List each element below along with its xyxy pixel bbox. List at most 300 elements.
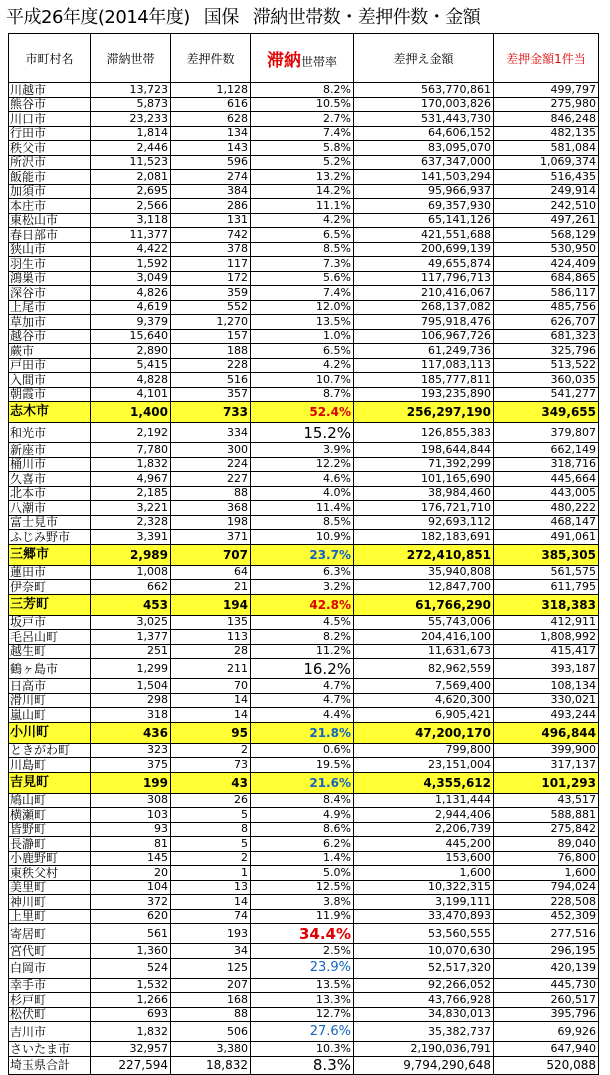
cell-municipality: 北本市 xyxy=(9,486,91,501)
cell-municipality: 鳩山町 xyxy=(9,793,91,808)
cell-delinquency-rate: 12.0% xyxy=(251,300,354,315)
cell-amount-per-case: 684,865 xyxy=(494,271,599,286)
cell-seizure-amount: 421,551,688 xyxy=(354,228,494,243)
cell-delinquency-rate: 10.9% xyxy=(251,530,354,545)
cell-delinquent-households: 15,640 xyxy=(91,329,171,344)
cell-seizure-count: 117 xyxy=(171,257,251,272)
cell-seizure-count: 207 xyxy=(171,978,251,993)
cell-seizure-count: 8 xyxy=(171,822,251,837)
cell-delinquency-rate: 11.9% xyxy=(251,909,354,924)
cell-amount-per-case: 482,135 xyxy=(494,126,599,141)
cell-municipality: 日高市 xyxy=(9,679,91,694)
cell-seizure-amount: 210,416,067 xyxy=(354,286,494,301)
table-row xyxy=(9,457,599,472)
cell-seizure-count: 1 xyxy=(171,866,251,881)
cell-amount-per-case: 491,061 xyxy=(494,530,599,545)
cell-municipality: 三芳町 xyxy=(9,594,91,615)
cell-delinquent-households: 3,049 xyxy=(91,271,171,286)
cell-amount-per-case: 485,756 xyxy=(494,300,599,315)
cell-delinquency-rate: 19.5% xyxy=(251,758,354,773)
cell-amount-per-case: 568,129 xyxy=(494,228,599,243)
cell-seizure-count: 1,128 xyxy=(171,83,251,98)
cell-seizure-count: 21 xyxy=(171,580,251,595)
cell-seizure-count: 34 xyxy=(171,944,251,959)
cell-seizure-amount: 35,382,737 xyxy=(354,1022,494,1042)
cell-delinquency-rate: 2.5% xyxy=(251,944,354,959)
cell-seizure-count: 134 xyxy=(171,126,251,141)
cell-delinquency-rate: 4.2% xyxy=(251,213,354,228)
cell-municipality: 上里町 xyxy=(9,909,91,924)
cell-delinquent-households: 103 xyxy=(91,808,171,823)
cell-seizure-amount: 33,470,893 xyxy=(354,909,494,924)
cell-seizure-count: 73 xyxy=(171,758,251,773)
cell-seizure-amount: 53,560,555 xyxy=(354,924,494,944)
cell-amount-per-case: 581,084 xyxy=(494,141,599,156)
cell-amount-per-case: 277,516 xyxy=(494,924,599,944)
table-row xyxy=(9,1022,599,1042)
cell-delinquent-households: 5,873 xyxy=(91,97,171,112)
cell-amount-per-case: 588,881 xyxy=(494,808,599,823)
cell-seizure-count: 131 xyxy=(171,213,251,228)
cell-seizure-amount: 71,392,299 xyxy=(354,457,494,472)
cell-municipality: 狭山市 xyxy=(9,242,91,257)
table-row xyxy=(9,112,599,127)
cell-seizure-amount: 563,770,861 xyxy=(354,83,494,98)
cell-municipality: 坂戸市 xyxy=(9,615,91,630)
table-row xyxy=(9,659,599,679)
cell-municipality: 朝霞市 xyxy=(9,387,91,402)
cell-seizure-count: 74 xyxy=(171,909,251,924)
cell-municipality: 皆野町 xyxy=(9,822,91,837)
cell-delinquency-rate: 7.4% xyxy=(251,286,354,301)
cell-seizure-count: 135 xyxy=(171,615,251,630)
cell-municipality: 長瀞町 xyxy=(9,837,91,852)
cell-seizure-amount: 92,693,112 xyxy=(354,515,494,530)
cell-delinquent-households: 1,299 xyxy=(91,659,171,679)
cell-seizure-count: 274 xyxy=(171,170,251,185)
cell-amount-per-case: 480,222 xyxy=(494,501,599,516)
cell-seizure-count: 13 xyxy=(171,880,251,895)
cell-delinquency-rate: 4.6% xyxy=(251,472,354,487)
cell-delinquency-rate: 11.1% xyxy=(251,199,354,214)
cell-delinquent-households: 4,828 xyxy=(91,373,171,388)
cell-municipality: 東秩父村 xyxy=(9,866,91,881)
cell-seizure-count: 188 xyxy=(171,344,251,359)
table-row xyxy=(9,822,599,837)
cell-delinquency-rate: 4.0% xyxy=(251,486,354,501)
delinquency-table xyxy=(8,33,599,1075)
cell-municipality: 本庄市 xyxy=(9,199,91,214)
cell-delinquent-households: 4,101 xyxy=(91,387,171,402)
cell-municipality: 杉戸町 xyxy=(9,993,91,1008)
cell-delinquency-rate: 34.4% xyxy=(251,924,354,944)
cell-amount-per-case: 794,024 xyxy=(494,880,599,895)
cell-seizure-count: 113 xyxy=(171,630,251,645)
cell-seizure-amount: 531,443,730 xyxy=(354,112,494,127)
cell-delinquency-rate: 13.5% xyxy=(251,978,354,993)
cell-delinquent-households: 3,025 xyxy=(91,615,171,630)
cell-municipality: 埼玉県合計 xyxy=(9,1056,91,1074)
cell-seizure-amount: 170,003,826 xyxy=(354,97,494,112)
cell-municipality: 吉川市 xyxy=(9,1022,91,1042)
cell-delinquency-rate: 10.5% xyxy=(251,97,354,112)
table-row xyxy=(9,978,599,993)
table-row xyxy=(9,170,599,185)
cell-seizure-amount: 65,141,126 xyxy=(354,213,494,228)
cell-delinquency-rate: 7.3% xyxy=(251,257,354,272)
header-rate-main: 滞納 xyxy=(266,50,301,71)
cell-seizure-amount: 95,966,937 xyxy=(354,184,494,199)
cell-delinquency-rate: 4.9% xyxy=(251,808,354,823)
table-row xyxy=(9,373,599,388)
cell-amount-per-case: 101,293 xyxy=(494,772,599,793)
cell-seizure-amount: 10,322,315 xyxy=(354,880,494,895)
cell-delinquent-households: 1,832 xyxy=(91,1022,171,1042)
cell-seizure-amount: 117,083,113 xyxy=(354,358,494,373)
cell-delinquency-rate: 4.7% xyxy=(251,693,354,708)
table-row xyxy=(9,708,599,723)
cell-municipality: 秩父市 xyxy=(9,141,91,156)
cell-delinquent-households: 93 xyxy=(91,822,171,837)
table-row xyxy=(9,443,599,458)
cell-seizure-amount: 61,249,736 xyxy=(354,344,494,359)
cell-seizure-count: 28 xyxy=(171,644,251,659)
cell-municipality: 幸手市 xyxy=(9,978,91,993)
cell-delinquent-households: 308 xyxy=(91,793,171,808)
cell-seizure-amount: 637,347,000 xyxy=(354,155,494,170)
cell-seizure-amount: 35,940,808 xyxy=(354,565,494,580)
cell-municipality: 寄居町 xyxy=(9,924,91,944)
cell-seizure-amount: 82,962,559 xyxy=(354,659,494,679)
cell-delinquency-rate: 8.5% xyxy=(251,242,354,257)
cell-amount-per-case: 662,149 xyxy=(494,443,599,458)
cell-amount-per-case: 360,035 xyxy=(494,373,599,388)
table-row xyxy=(9,880,599,895)
cell-delinquent-households: 5,415 xyxy=(91,358,171,373)
cell-amount-per-case: 325,796 xyxy=(494,344,599,359)
cell-seizure-amount: 64,606,152 xyxy=(354,126,494,141)
cell-seizure-amount: 268,137,082 xyxy=(354,300,494,315)
cell-delinquency-rate: 0.6% xyxy=(251,743,354,758)
table-row xyxy=(9,895,599,910)
cell-delinquency-rate: 6.3% xyxy=(251,565,354,580)
cell-delinquent-households: 662 xyxy=(91,580,171,595)
cell-seizure-count: 378 xyxy=(171,242,251,257)
header-seizure-amount: 差押え金額 xyxy=(354,34,494,83)
cell-amount-per-case: 1,069,374 xyxy=(494,155,599,170)
cell-seizure-count: 211 xyxy=(171,659,251,679)
cell-municipality: 戸田市 xyxy=(9,358,91,373)
cell-delinquency-rate: 21.8% xyxy=(251,722,354,743)
cell-amount-per-case: 393,187 xyxy=(494,659,599,679)
cell-municipality: 越生町 xyxy=(9,644,91,659)
header-rate-sub: 世帯率 xyxy=(300,54,337,69)
cell-delinquent-households: 81 xyxy=(91,837,171,852)
cell-delinquency-rate: 21.6% xyxy=(251,772,354,793)
cell-seizure-amount: 1,131,444 xyxy=(354,793,494,808)
cell-delinquent-households: 693 xyxy=(91,1007,171,1022)
cell-seizure-amount: 55,743,006 xyxy=(354,615,494,630)
cell-delinquent-households: 2,328 xyxy=(91,515,171,530)
cell-municipality: 川島町 xyxy=(9,758,91,773)
cell-municipality: ふじみ野市 xyxy=(9,530,91,545)
table-row xyxy=(9,594,599,615)
cell-seizure-amount: 799,800 xyxy=(354,743,494,758)
cell-seizure-count: 143 xyxy=(171,141,251,156)
cell-municipality: 新座市 xyxy=(9,443,91,458)
table-row xyxy=(9,544,599,565)
cell-municipality: 松伏町 xyxy=(9,1007,91,1022)
cell-seizure-count: 172 xyxy=(171,271,251,286)
cell-delinquency-rate: 5.8% xyxy=(251,141,354,156)
cell-delinquent-households: 23,233 xyxy=(91,112,171,127)
cell-delinquency-rate: 42.8% xyxy=(251,594,354,615)
cell-delinquency-rate: 14.2% xyxy=(251,184,354,199)
cell-amount-per-case: 317,137 xyxy=(494,758,599,773)
table-row xyxy=(9,565,599,580)
cell-amount-per-case: 493,244 xyxy=(494,708,599,723)
cell-seizure-count: 14 xyxy=(171,693,251,708)
table-row xyxy=(9,300,599,315)
cell-amount-per-case: 496,844 xyxy=(494,722,599,743)
cell-seizure-count: 14 xyxy=(171,708,251,723)
cell-delinquency-rate: 23.9% xyxy=(251,958,354,978)
cell-seizure-amount: 34,830,013 xyxy=(354,1007,494,1022)
cell-amount-per-case: 626,707 xyxy=(494,315,599,330)
cell-municipality: 蕨市 xyxy=(9,344,91,359)
table-row xyxy=(9,693,599,708)
cell-delinquency-rate: 12.5% xyxy=(251,880,354,895)
cell-seizure-amount: 9,794,290,648 xyxy=(354,1056,494,1074)
cell-seizure-count: 125 xyxy=(171,958,251,978)
cell-municipality: 富士見市 xyxy=(9,515,91,530)
cell-delinquent-households: 3,118 xyxy=(91,213,171,228)
cell-seizure-count: 228 xyxy=(171,358,251,373)
cell-seizure-amount: 445,200 xyxy=(354,837,494,852)
cell-delinquency-rate: 4.7% xyxy=(251,679,354,694)
table-row xyxy=(9,993,599,1008)
cell-delinquency-rate: 16.2% xyxy=(251,659,354,679)
cell-amount-per-case: 1,808,992 xyxy=(494,630,599,645)
cell-amount-per-case: 385,305 xyxy=(494,544,599,565)
cell-municipality: 久喜市 xyxy=(9,472,91,487)
cell-municipality: 熊谷市 xyxy=(9,97,91,112)
table-row xyxy=(9,909,599,924)
cell-seizure-amount: 256,297,190 xyxy=(354,402,494,423)
cell-delinquent-households: 2,989 xyxy=(91,544,171,565)
cell-amount-per-case: 412,911 xyxy=(494,615,599,630)
cell-seizure-count: 14 xyxy=(171,895,251,910)
cell-amount-per-case: 69,926 xyxy=(494,1022,599,1042)
cell-delinquency-rate: 4.5% xyxy=(251,615,354,630)
table-row xyxy=(9,793,599,808)
table-row xyxy=(9,286,599,301)
cell-municipality: 小川町 xyxy=(9,722,91,743)
cell-delinquent-households: 453 xyxy=(91,594,171,615)
cell-amount-per-case: 541,277 xyxy=(494,387,599,402)
cell-delinquent-households: 1,400 xyxy=(91,402,171,423)
cell-municipality: 嵐山町 xyxy=(9,708,91,723)
cell-seizure-amount: 101,165,690 xyxy=(354,472,494,487)
cell-delinquent-households: 32,957 xyxy=(91,1042,171,1057)
cell-delinquent-households: 2,185 xyxy=(91,486,171,501)
cell-seizure-amount: 198,644,844 xyxy=(354,443,494,458)
table-row xyxy=(9,213,599,228)
cell-amount-per-case: 681,323 xyxy=(494,329,599,344)
cell-seizure-count: 516 xyxy=(171,373,251,388)
cell-seizure-count: 1,270 xyxy=(171,315,251,330)
cell-delinquent-households: 561 xyxy=(91,924,171,944)
cell-seizure-amount: 11,631,673 xyxy=(354,644,494,659)
cell-municipality: 所沢市 xyxy=(9,155,91,170)
cell-delinquency-rate: 5.2% xyxy=(251,155,354,170)
cell-municipality: 蓮田市 xyxy=(9,565,91,580)
cell-amount-per-case: 1,600 xyxy=(494,866,599,881)
cell-delinquent-households: 1,008 xyxy=(91,565,171,580)
cell-seizure-amount: 12,847,700 xyxy=(354,580,494,595)
cell-municipality: 三郷市 xyxy=(9,544,91,565)
cell-delinquency-rate: 5.0% xyxy=(251,866,354,881)
cell-delinquency-rate: 13.2% xyxy=(251,170,354,185)
cell-delinquency-rate: 8.6% xyxy=(251,822,354,837)
cell-delinquency-rate: 8.2% xyxy=(251,83,354,98)
cell-delinquency-rate: 8.5% xyxy=(251,515,354,530)
cell-delinquent-households: 1,377 xyxy=(91,630,171,645)
table-row xyxy=(9,615,599,630)
cell-seizure-count: 628 xyxy=(171,112,251,127)
cell-delinquent-households: 2,446 xyxy=(91,141,171,156)
cell-delinquent-households: 1,592 xyxy=(91,257,171,272)
cell-seizure-count: 359 xyxy=(171,286,251,301)
table-row xyxy=(9,1007,599,1022)
table-row xyxy=(9,344,599,359)
cell-seizure-count: 733 xyxy=(171,402,251,423)
total-row xyxy=(9,1056,599,1074)
cell-delinquent-households: 4,826 xyxy=(91,286,171,301)
cell-delinquent-households: 9,379 xyxy=(91,315,171,330)
cell-seizure-count: 88 xyxy=(171,486,251,501)
cell-amount-per-case: 76,800 xyxy=(494,851,599,866)
cell-seizure-amount: 176,721,710 xyxy=(354,501,494,516)
cell-amount-per-case: 379,807 xyxy=(494,423,599,443)
cell-delinquent-households: 1,360 xyxy=(91,944,171,959)
cell-seizure-amount: 6,905,421 xyxy=(354,708,494,723)
cell-delinquent-households: 1,814 xyxy=(91,126,171,141)
cell-seizure-count: 371 xyxy=(171,530,251,545)
cell-seizure-count: 26 xyxy=(171,793,251,808)
cell-seizure-amount: 38,984,460 xyxy=(354,486,494,501)
cell-seizure-amount: 7,569,400 xyxy=(354,679,494,694)
cell-municipality: 飯能市 xyxy=(9,170,91,185)
cell-delinquent-households: 318 xyxy=(91,708,171,723)
table-row xyxy=(9,644,599,659)
cell-seizure-count: 224 xyxy=(171,457,251,472)
cell-delinquency-rate: 8.4% xyxy=(251,793,354,808)
cell-amount-per-case: 445,730 xyxy=(494,978,599,993)
cell-delinquent-households: 1,504 xyxy=(91,679,171,694)
cell-delinquency-rate: 12.2% xyxy=(251,457,354,472)
cell-municipality: さいたま市 xyxy=(9,1042,91,1057)
cell-seizure-amount: 4,355,612 xyxy=(354,772,494,793)
table-row xyxy=(9,722,599,743)
cell-municipality: 宮代町 xyxy=(9,944,91,959)
cell-delinquency-rate: 1.0% xyxy=(251,329,354,344)
cell-amount-per-case: 516,435 xyxy=(494,170,599,185)
cell-seizure-amount: 1,600 xyxy=(354,866,494,881)
cell-delinquent-households: 7,780 xyxy=(91,443,171,458)
cell-amount-per-case: 249,914 xyxy=(494,184,599,199)
cell-delinquent-households: 298 xyxy=(91,693,171,708)
table-row xyxy=(9,271,599,286)
cell-seizure-amount: 795,918,476 xyxy=(354,315,494,330)
cell-delinquency-rate: 7.4% xyxy=(251,126,354,141)
cell-seizure-amount: 2,190,036,791 xyxy=(354,1042,494,1057)
cell-amount-per-case: 647,940 xyxy=(494,1042,599,1057)
cell-municipality: 越谷市 xyxy=(9,329,91,344)
cell-municipality: 上尾市 xyxy=(9,300,91,315)
cell-seizure-amount: 23,151,004 xyxy=(354,758,494,773)
cell-municipality: 行田市 xyxy=(9,126,91,141)
cell-municipality: 鴻巣市 xyxy=(9,271,91,286)
cell-seizure-count: 95 xyxy=(171,722,251,743)
cell-delinquent-households: 13,723 xyxy=(91,83,171,98)
cell-delinquency-rate: 10.7% xyxy=(251,373,354,388)
header-amount-per-case: 差押金額1件当 xyxy=(494,34,599,83)
cell-municipality: 東松山市 xyxy=(9,213,91,228)
table-row xyxy=(9,315,599,330)
header-row xyxy=(9,34,599,83)
cell-municipality: 横瀬町 xyxy=(9,808,91,823)
table-row xyxy=(9,126,599,141)
cell-delinquent-households: 1,832 xyxy=(91,457,171,472)
cell-delinquent-households: 11,377 xyxy=(91,228,171,243)
cell-seizure-count: 168 xyxy=(171,993,251,1008)
cell-seizure-count: 198 xyxy=(171,515,251,530)
cell-amount-per-case: 275,980 xyxy=(494,97,599,112)
cell-municipality: 白岡市 xyxy=(9,958,91,978)
cell-delinquency-rate: 6.5% xyxy=(251,228,354,243)
cell-municipality: 加須市 xyxy=(9,184,91,199)
cell-amount-per-case: 497,261 xyxy=(494,213,599,228)
table-row xyxy=(9,402,599,423)
cell-seizure-amount: 2,206,739 xyxy=(354,822,494,837)
cell-delinquency-rate: 1.4% xyxy=(251,851,354,866)
cell-amount-per-case: 395,796 xyxy=(494,1007,599,1022)
cell-seizure-amount: 126,855,383 xyxy=(354,423,494,443)
table-row xyxy=(9,242,599,257)
cell-delinquency-rate: 13.3% xyxy=(251,993,354,1008)
table-row xyxy=(9,758,599,773)
cell-municipality: 伊奈町 xyxy=(9,580,91,595)
cell-delinquency-rate: 11.4% xyxy=(251,501,354,516)
cell-delinquent-households: 11,523 xyxy=(91,155,171,170)
cell-delinquent-households: 2,192 xyxy=(91,423,171,443)
cell-seizure-amount: 272,410,851 xyxy=(354,544,494,565)
cell-delinquency-rate: 10.3% xyxy=(251,1042,354,1057)
table-row xyxy=(9,257,599,272)
cell-municipality: 桶川市 xyxy=(9,457,91,472)
cell-amount-per-case: 443,005 xyxy=(494,486,599,501)
cell-seizure-amount: 2,944,406 xyxy=(354,808,494,823)
table-row xyxy=(9,387,599,402)
table-row xyxy=(9,155,599,170)
cell-delinquent-households: 1,532 xyxy=(91,978,171,993)
cell-amount-per-case: 108,134 xyxy=(494,679,599,694)
cell-municipality: 和光市 xyxy=(9,423,91,443)
cell-delinquent-households: 104 xyxy=(91,880,171,895)
cell-delinquency-rate: 52.4% xyxy=(251,402,354,423)
cell-municipality: 神川町 xyxy=(9,895,91,910)
